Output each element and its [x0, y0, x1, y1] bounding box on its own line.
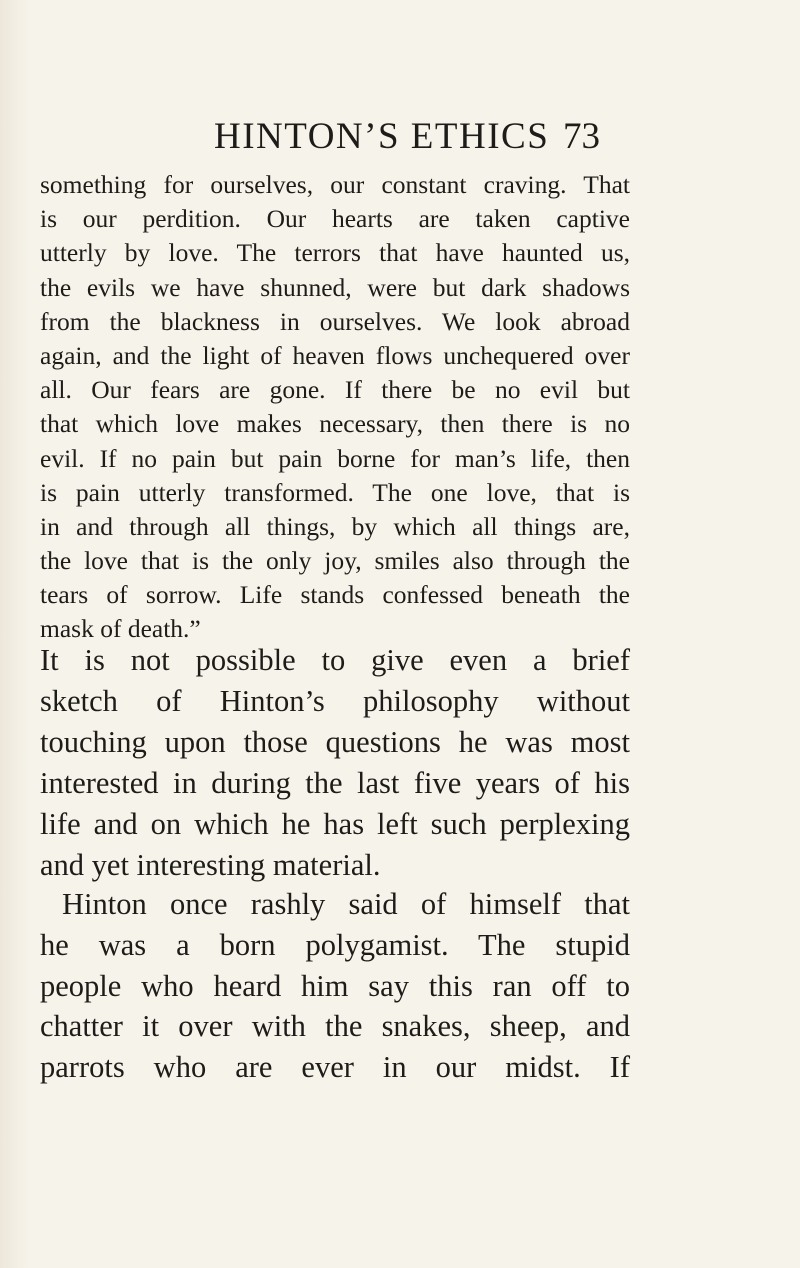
text-line: life and on which he has left such perplexing: [40, 807, 630, 841]
text-line: the love that is the only joy, smiles also through the: [40, 546, 630, 576]
running-title: HINTON’S ETHICS: [214, 116, 550, 157]
text-line: evil. If no pain but pain borne for man’s life, then: [40, 443, 630, 473]
text-line: mask of death.”: [40, 614, 201, 644]
text-line: in and through all things, by which all things are,: [40, 511, 630, 541]
text-line: people who heard him say this ran off to: [40, 968, 630, 1003]
page-number: 73: [563, 116, 600, 157]
text-line: the evils we have shunned, were but dark shadows: [40, 272, 630, 302]
page-gutter-shadow: [0, 0, 30, 1268]
text-line: parrots who are ever in our midst. If: [40, 1050, 630, 1085]
text-line: all. Our fears are gone. If there be no evil but: [40, 375, 630, 405]
text-line: he was a born polygamist. The stupid: [40, 927, 630, 962]
text-line: It is not possible to give even a brief: [40, 643, 630, 677]
body-paragraph-1: [40, 640, 630, 886]
text-line: that which love makes necessary, then there is no: [40, 409, 630, 439]
text-line: utterly by love. The terrors that have haunted us,: [40, 238, 630, 268]
text-line: chatter it over with the snakes, sheep, and: [40, 1009, 630, 1044]
text-line: tears of sorrow. Life stands confessed beneath the: [40, 580, 630, 610]
text-line: is pain utterly transformed. The one love, that is: [40, 477, 630, 507]
text-line: and yet interesting material.: [40, 848, 381, 882]
quoted-passage: [40, 168, 630, 647]
text-line: again, and the light of heaven flows unchequered over: [40, 340, 630, 370]
text-line: sketch of Hinton’s philosophy without: [40, 684, 630, 718]
text-line: is our perdition. Our hearts are taken captive: [40, 204, 630, 234]
text-line: Hinton once rashly said of himself that: [62, 887, 630, 921]
text-line: from the blackness in ourselves. We look abroad: [40, 306, 630, 336]
body-paragraph-2: [40, 884, 630, 1088]
text-line: interested in during the last five years of his: [40, 766, 630, 800]
text-line: touching upon those questions he was most: [40, 725, 630, 759]
text-line: something for ourselves, our constant craving. That: [40, 170, 630, 199]
running-head: [40, 112, 660, 162]
